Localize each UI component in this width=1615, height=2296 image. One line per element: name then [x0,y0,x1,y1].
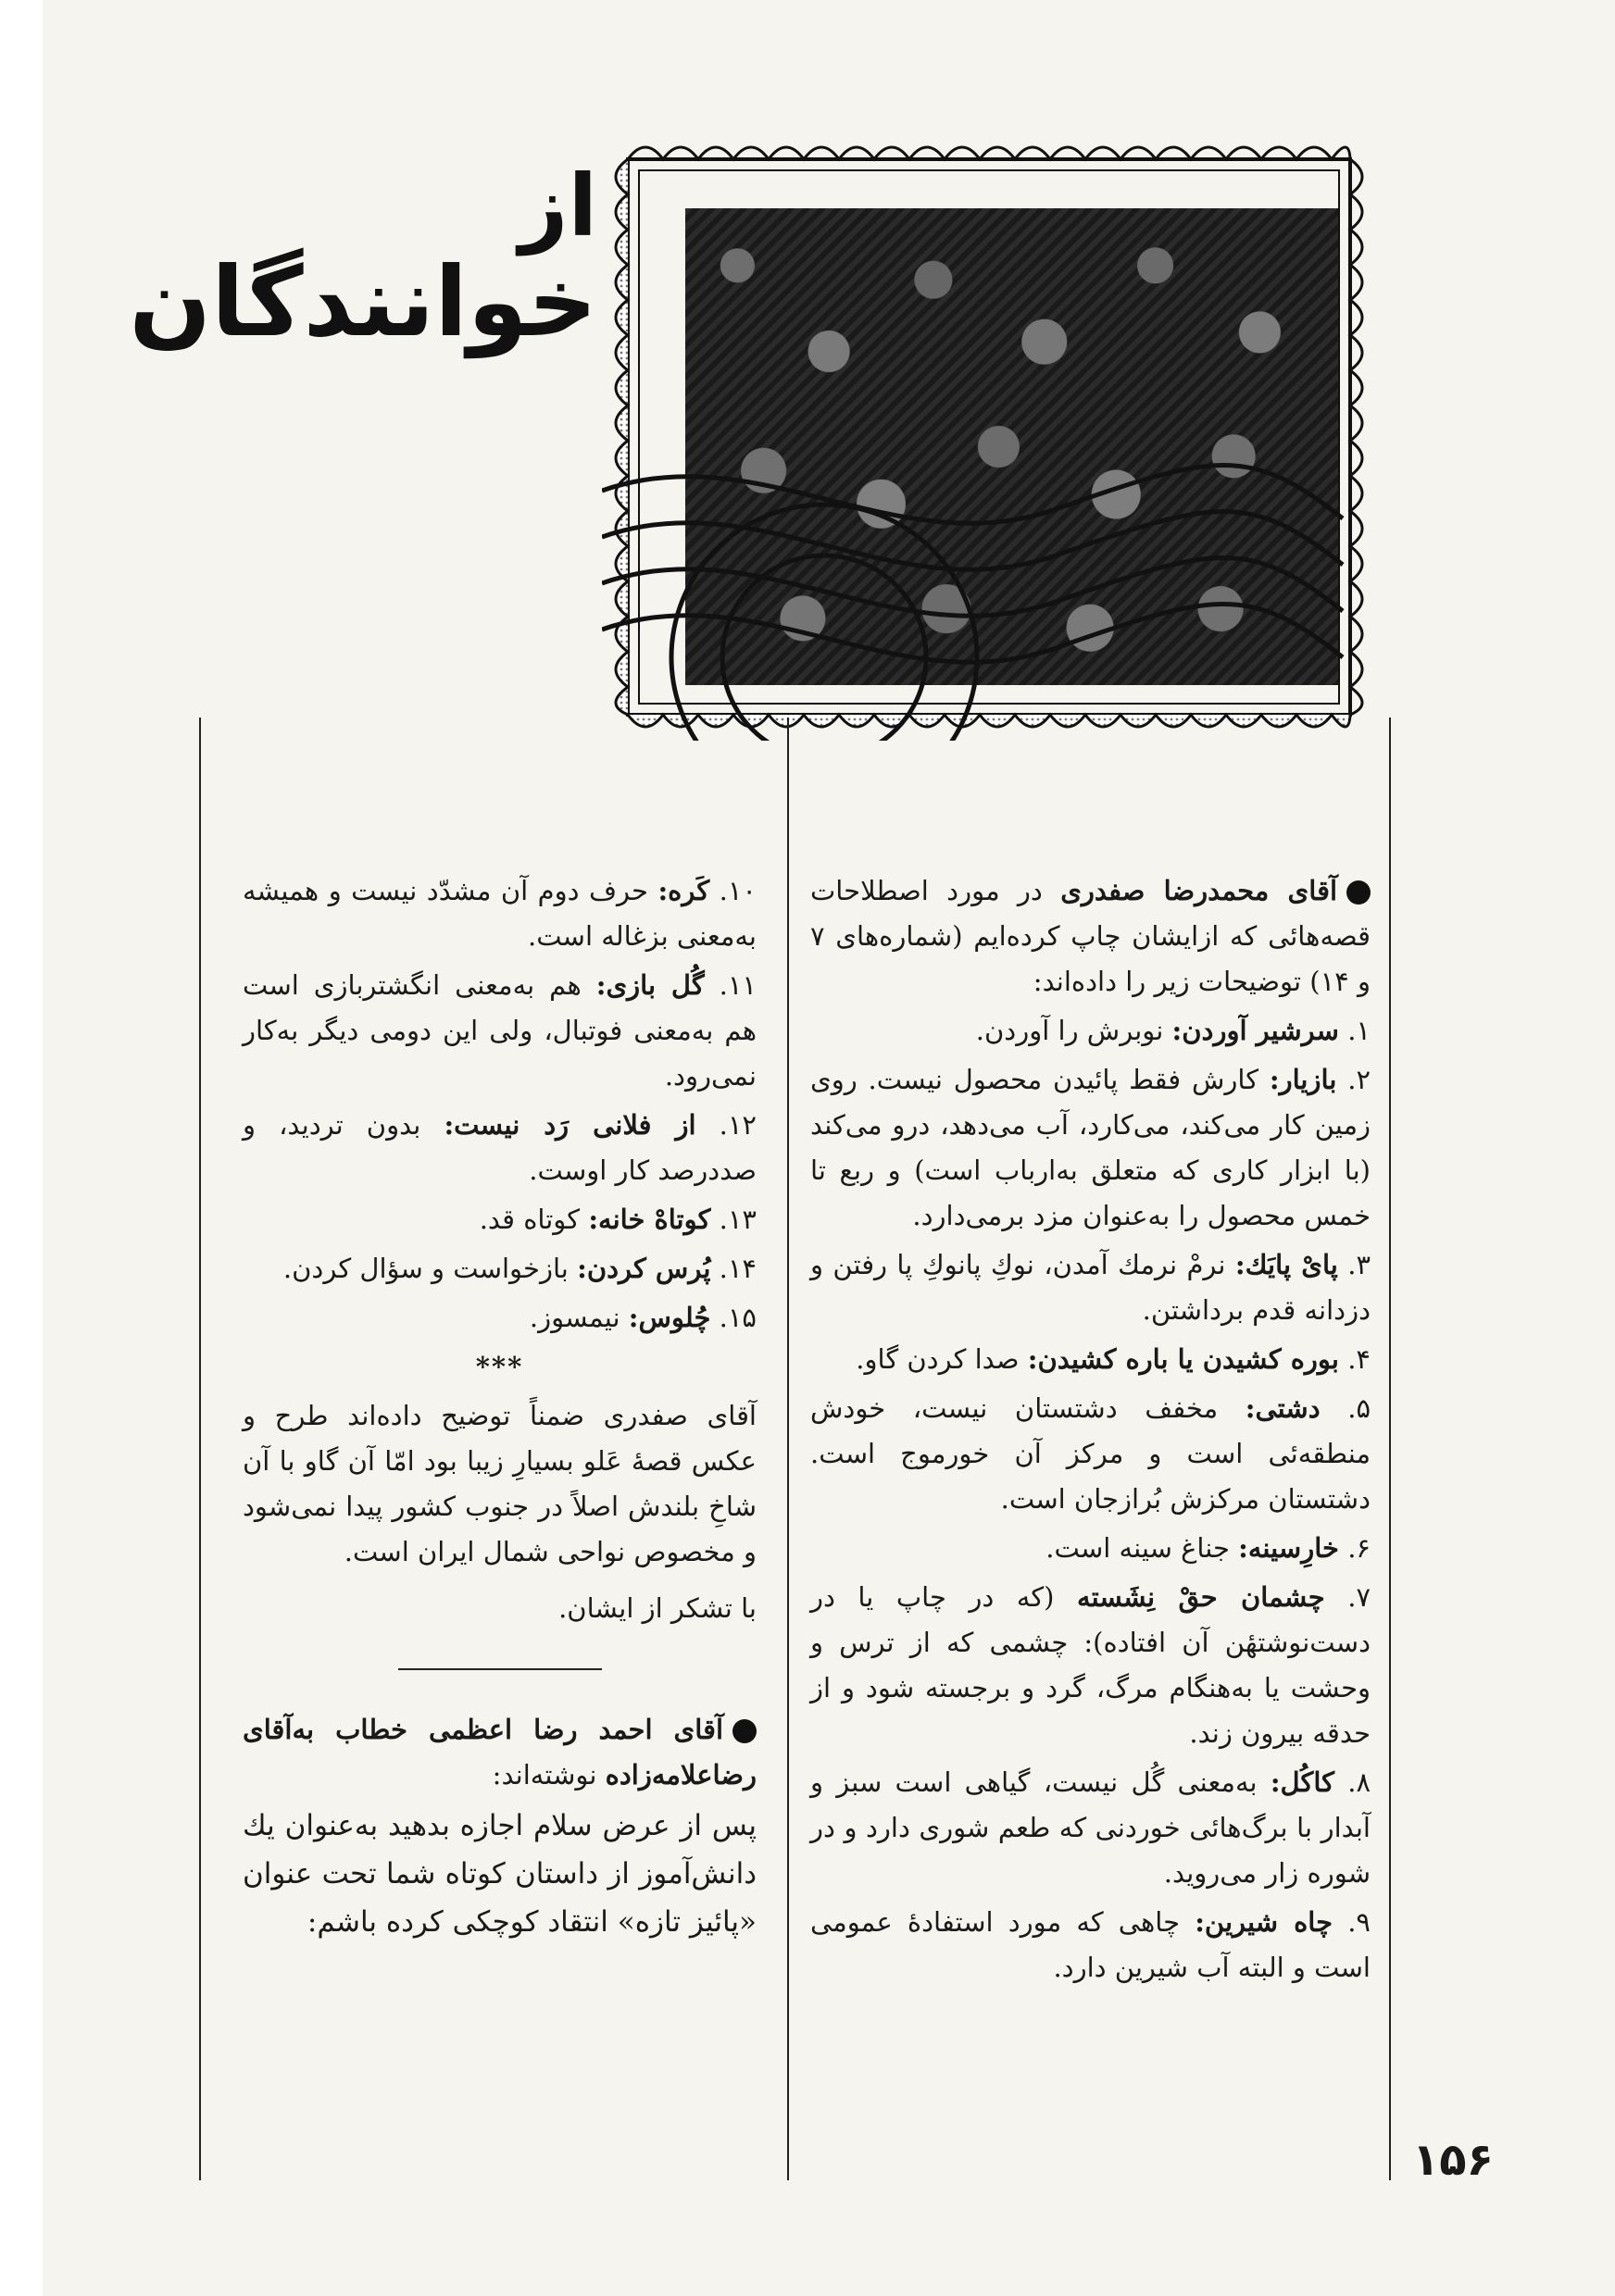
list-item: ۵. دشتی: مخفف دشتستان نیست، خودش منطقه‌ئی است و مرکز آن خورموج است. دشتستان مرکزش بُرازجان است. [810,1392,1371,1515]
title-line-1: از [519,156,597,256]
title-line-2: خوانندگان [129,244,597,358]
column-divider-right [1389,718,1391,2180]
postage-stamp-illustration [602,139,1384,741]
section-separator: *** [475,1351,524,1382]
list-item: ۹. چاه شیرین: چاهی که مورد استفادهٔ عمومی است و البته آب شیرین دارد. [810,1906,1371,1983]
column-divider-left [199,718,201,2180]
sender-name: آقای محمدرضا صفدری [1060,875,1338,906]
editor-note: آقای صفدری ضمناً توضیح داده‌اند طرح و عکس قصهٔ عَلو بسیارِ زیبا بود امّا آن گاو با آن شاخِ بلندش اصلاً در جنوب کشور پیدا نمی‌شود و مخصوص نواحی شمال ایران است. [243,1400,757,1567]
list-item: ۸. کاکُل: به‌معنی گُل نیست، گیاهی است سبز و آبدار با برگ‌هائی خوردنی که طعم شوری دارد و در شوره زار می‌روید. [810,1766,1371,1889]
divider-rule [398,1668,602,1670]
second-letter-heading: آقای احمد رضا اعظمی خطاب به‌آقای رضاعلامه‌زاده نوشته‌اند: [243,1714,757,1791]
list-item: ۱۳. کوتاهْ خانه: کوتاه قد. [479,1204,757,1235]
postmark-cancellation [602,466,1343,742]
stamp-frame [616,147,1362,727]
letter-intro [810,868,1371,1004]
list-item: ۷. چشمان حقْ نِشَسته (که در چاپ یا در دست‌نوشتهٔن آن افتاده): چشمی که از ترس و وحشت یا به‌هنگام مرگ، گرد و برجسته شود و از حدقه بیرون زند. [810,1581,1371,1749]
list-item: ۲. بازیار: کارش فقط پائیدن محصول نیست. روی زمین کار می‌کند، می‌کارد، آب می‌دهد، درو می‌کند (با ابزار کاری که متعلق به‌ارباب است) و ربع تا خمس محصول را به‌عنوان مزد برمی‌دارد. [810,1064,1371,1231]
thanks-line: با تشکر از ایشان. [558,1592,757,1624]
left-column [243,868,757,1950]
list-item: ۱۰. کَره: حرف دوم آن مشدّد نیست و همیشه به‌معنی بزغاله است. [243,875,757,952]
list-item: ۱۱. گُل بازی: هم به‌معنی انگشتربازی است هم به‌معنی فوتبال، ولی این دومی دیگر به‌کار نمی‌رود. [243,969,757,1092]
list-item: ۱۵. چُلوس: نیمسوز. [529,1302,757,1333]
list-item: ۱. سرشیر آوردن: نوبرش را آوردن. [975,1015,1371,1046]
right-column [810,868,1371,1994]
page-number: ۱۵۶ [1412,2134,1494,2186]
list-item: ۴. بوره کشیدن یا باره کشیدن: صدا کردن گاو. [856,1343,1371,1375]
list-item: ۳. پایْ پایَك: نرمْ نرمك آمدن، نوكِ پانوكِ پا رفتن و دزدانه قدم برداشتن. [810,1249,1371,1326]
section-title [129,156,597,358]
list-item: ۶. خارِسینه: جناغ سینه است. [1045,1532,1371,1564]
list-item: ۱۲. از فلانی رَد نیست: بدون تردید، و صددرصد کار اوست. [243,1109,757,1186]
intro-text: در مورد اصطلاحات قصه‌هائی که ازایشان چاپ کرده‌ایم (شماره‌های ۷ و ۱۴) توضیحات زیر را داده‌اند: [810,875,1371,997]
second-letter-body: پس از عرض سلام اجازه بدهید به‌عنوان یك دانش‌آموز از داستان کوتاه شما تحت عنوان «پائیز تازه» انتقاد کوچکی کرده باشم: [243,1809,757,1939]
bullet-icon [732,1719,757,1743]
list-item: ۱۴. پُرس کردن: بازخواست و سؤال کردن. [282,1253,757,1284]
bullet-icon [1346,880,1371,905]
column-divider-center [787,718,789,2180]
